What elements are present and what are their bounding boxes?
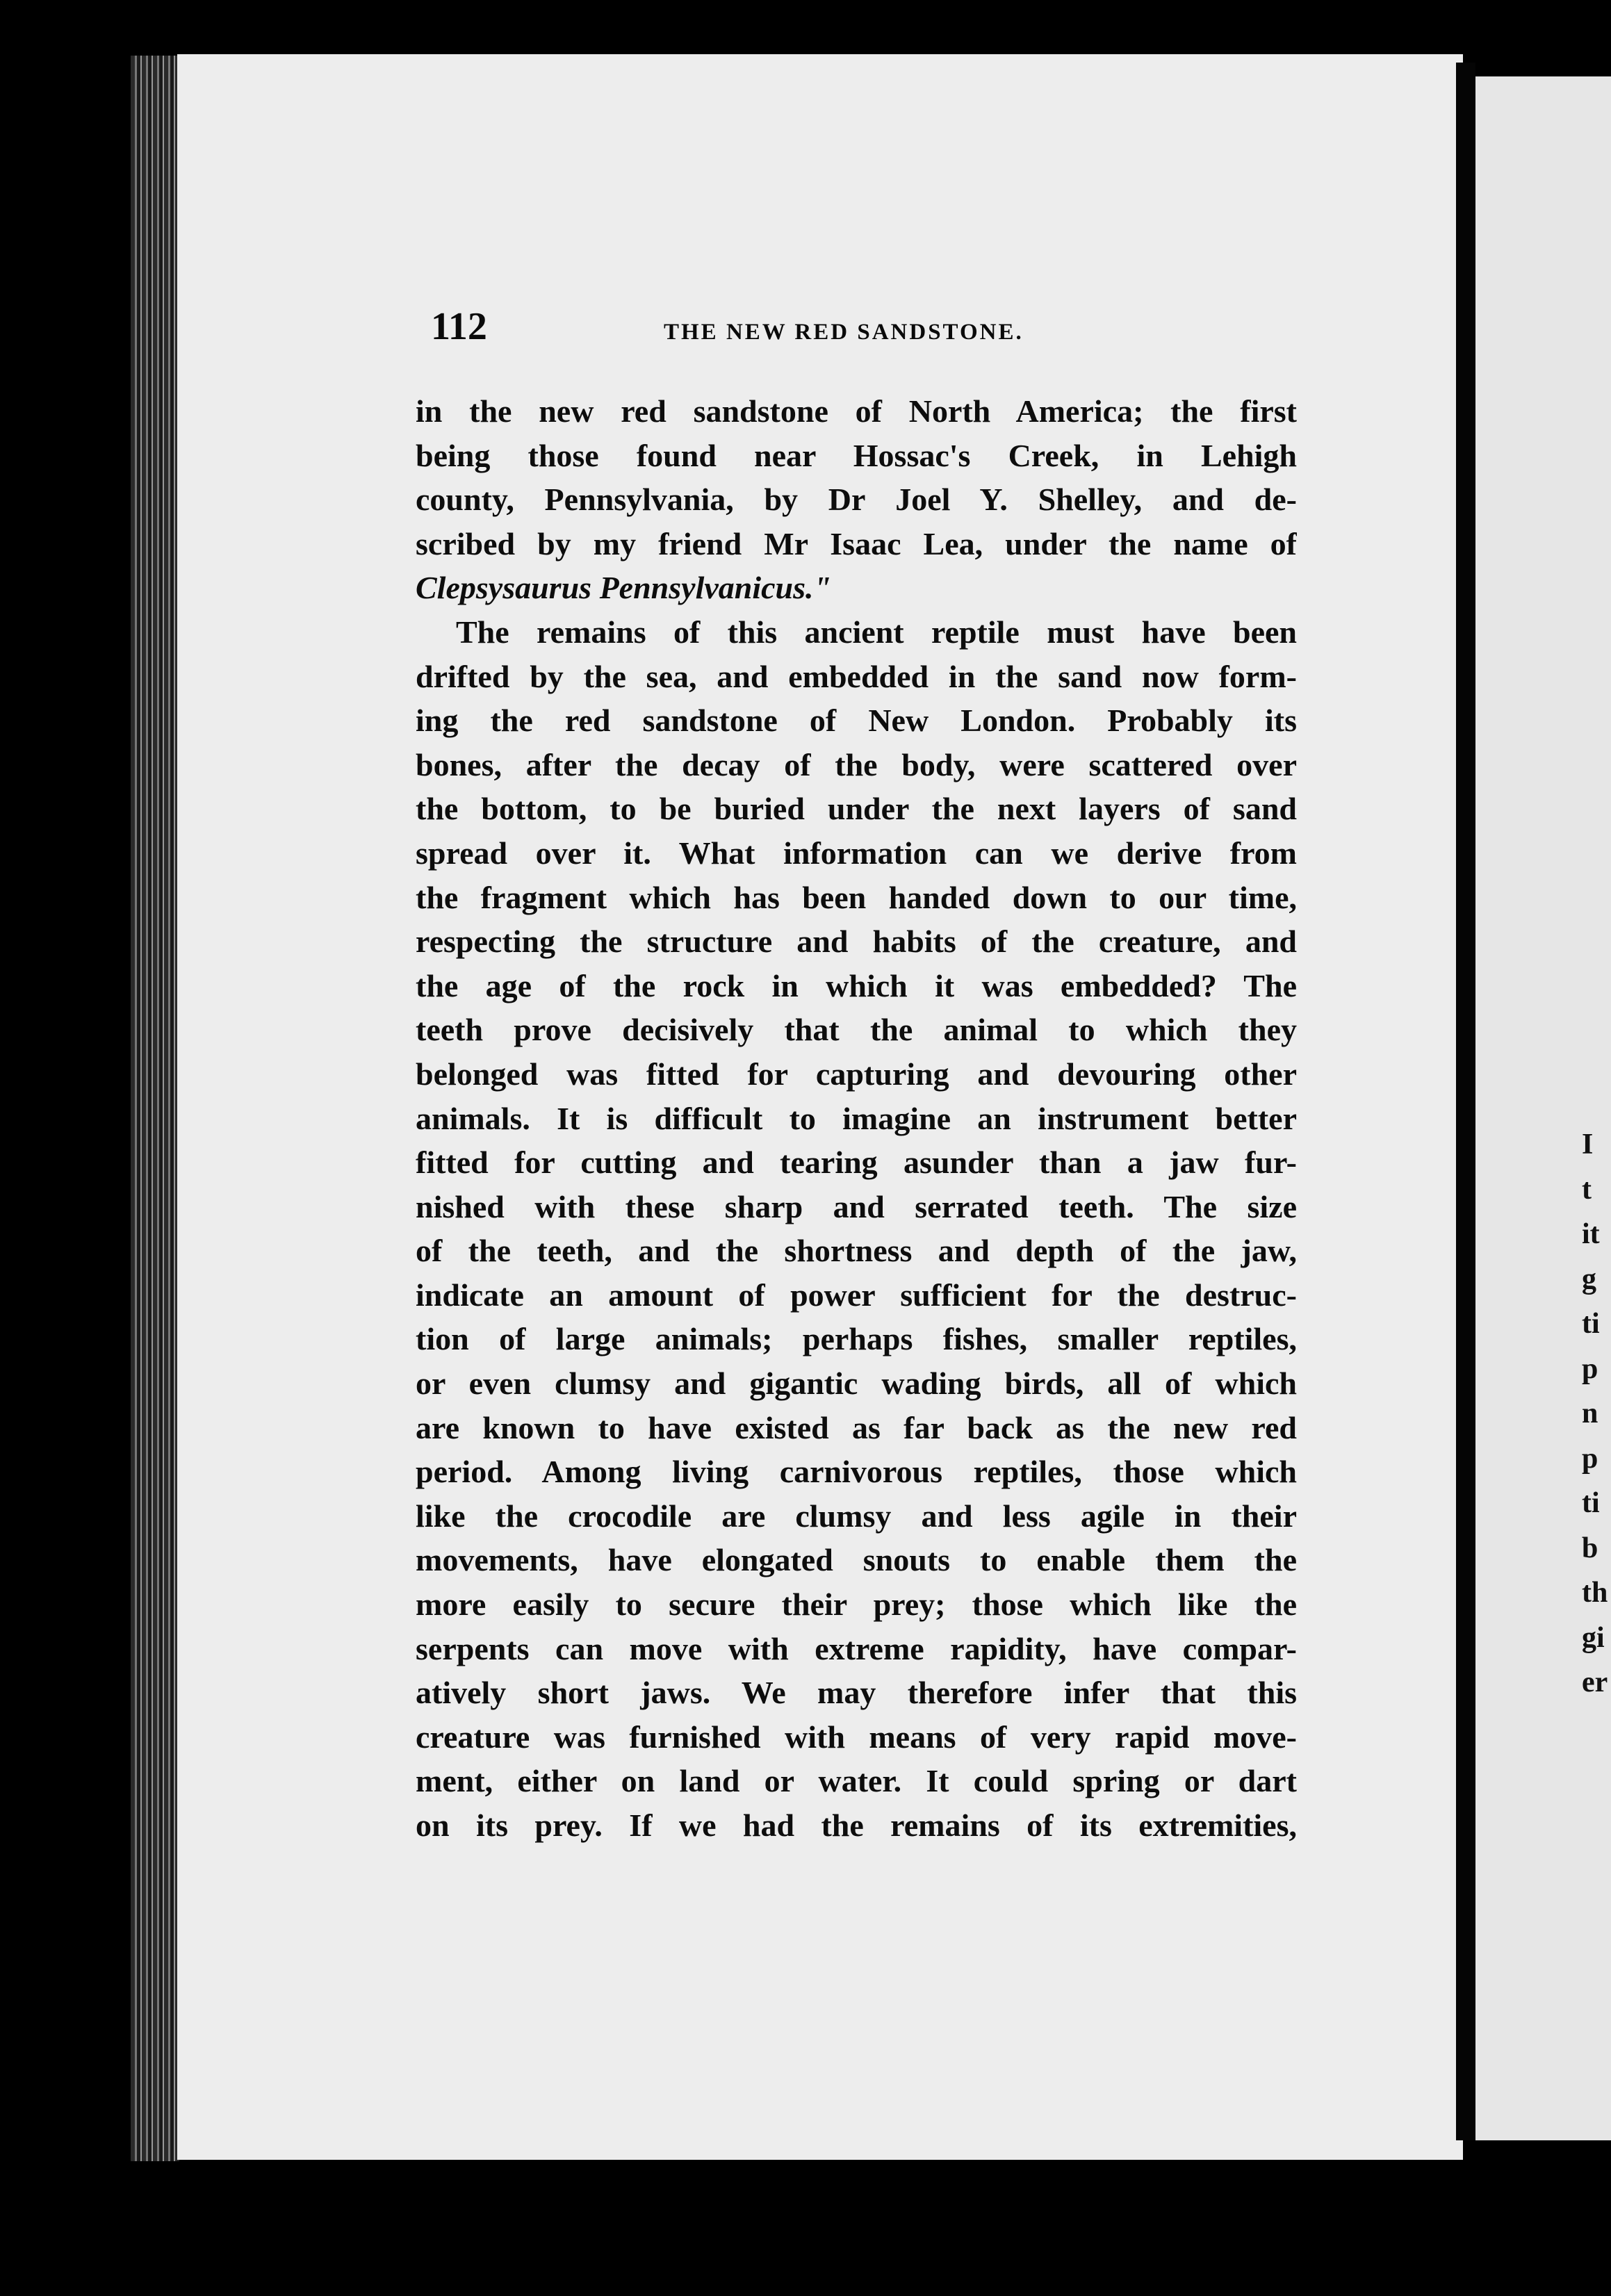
facing-page-fragment: b (1582, 1532, 1598, 1564)
text-line: nished with these sharp and serrated teeth. The size (416, 1188, 1297, 1224)
text-line: tion of large animals; perhaps fishes, smaller reptiles, (416, 1321, 1297, 1357)
text-line: period. Among living carnivorous reptiles, those which (416, 1454, 1297, 1490)
text-line: creature was furnished with means of very rapid move- (416, 1719, 1297, 1755)
facing-page-fragment: g (1582, 1263, 1596, 1295)
text-line: respecting the structure and habits of the creature, and (416, 924, 1297, 960)
page-edges (131, 56, 179, 2161)
text-line: ment, either on land or water. It could spring or dart (416, 1763, 1297, 1799)
text-line: in the new red sandstone of North America; the first (416, 393, 1297, 429)
text-line: or even clumsy and gigantic wading birds, all of which (416, 1366, 1297, 1402)
facing-page-fragment: gi (1582, 1621, 1605, 1654)
text-line: being those found near Hossac's Creek, in Lehigh (416, 437, 1297, 473)
text-line: the bottom, to be buried under the next layers of sand (416, 791, 1297, 827)
text-line: fitted for cutting and tearing asunder than a jaw fur- (416, 1145, 1297, 1181)
facing-page-fragment: ti (1582, 1308, 1600, 1340)
text-line: drifted by the sea, and embedded in the sand now form- (416, 658, 1297, 694)
text-line: like the crocodile are clumsy and less agile in their (416, 1498, 1297, 1534)
text-line: more easily to secure their prey; those which like the (416, 1586, 1297, 1623)
text-line: scribed by my friend Mr Isaac Lea, under the name of (416, 525, 1297, 561)
facing-page-fragment: I (1582, 1129, 1594, 1161)
text-line: the fragment which has been handed down to our time, (416, 879, 1297, 915)
text-line: atively short jaws. We may therefore infer that this (416, 1675, 1297, 1711)
text-line: on its prey. If we had the remains of its extremities, (416, 1807, 1297, 1843)
facing-page-fragment: it (1582, 1218, 1600, 1250)
text-line: the age of the rock in which it was embedded? The (416, 967, 1297, 1003)
text-line: bones, after the decay of the body, were scattered over (416, 746, 1297, 782)
text-line: animals. It is difficult to imagine an instrument better (416, 1100, 1297, 1136)
text-line: movements, have elongated snouts to enable them the (416, 1542, 1297, 1578)
text-line: serpents can move with extreme rapidity, have compar- (416, 1630, 1297, 1666)
facing-page-fragment: th (1582, 1577, 1608, 1609)
text-line: of the teeth, and the shortness and depth of the jaw, (416, 1233, 1297, 1269)
facing-page (1475, 76, 1611, 2140)
facing-page-fragment: t (1582, 1173, 1592, 1206)
body-text (416, 389, 1297, 1848)
book-gutter (1456, 63, 1475, 2140)
facing-page-fragment: p (1582, 1352, 1598, 1385)
page-number: 112 (431, 305, 487, 348)
text-line: ing the red sandstone of New London. Probably its (416, 703, 1297, 739)
text-line: indicate an amount of power sufficient for the destruc- (416, 1277, 1297, 1313)
text-line: teeth prove decisively that the animal to which they (416, 1012, 1297, 1048)
facing-page-fragments (1582, 1122, 1611, 1705)
facing-page-fragment: ti (1582, 1487, 1600, 1519)
running-title: THE NEW RED SANDSTONE. (664, 320, 1024, 345)
facing-page-fragment: n (1582, 1397, 1598, 1429)
text-line: are known to have existed as far back as the new red (416, 1409, 1297, 1445)
text-line: spread over it. What information can we derive from (416, 835, 1297, 871)
text-line: belonged was fitted for capturing and devouring other (416, 1056, 1297, 1092)
text-line: county, Pennsylvania, by Dr Joel Y. Shelley, and de- (416, 482, 1297, 518)
facing-page-fragment: er (1582, 1666, 1608, 1698)
text-line: The remains of this ancient reptile must have been (456, 614, 1297, 650)
facing-page-fragment: p (1582, 1442, 1598, 1475)
text-line: Clepsysaurus Pennsylvanicus." (416, 570, 832, 606)
